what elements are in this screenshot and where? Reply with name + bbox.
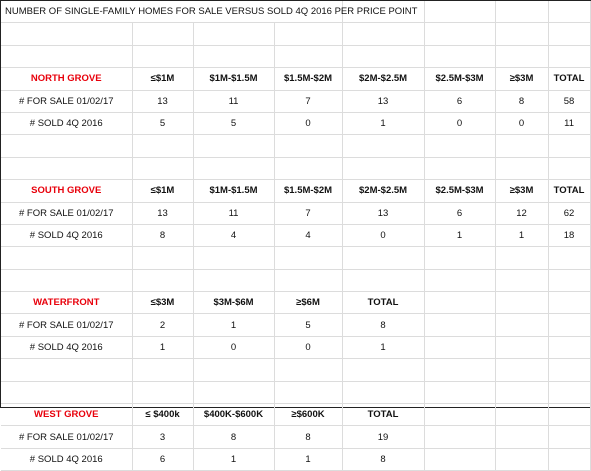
value-cell: 0: [342, 224, 424, 246]
value-cell: 1: [495, 224, 548, 246]
empty-cell: [424, 426, 495, 448]
value-cell: 11: [548, 112, 590, 134]
empty-cell: [548, 45, 590, 67]
empty-cell: [424, 381, 495, 403]
value-cell: 1: [193, 448, 274, 470]
empty-cell: [342, 381, 424, 403]
value-cell: 58: [548, 90, 590, 112]
value-cell: 1: [193, 314, 274, 336]
empty-cell: [548, 359, 590, 381]
empty-cell: [342, 359, 424, 381]
price-range-header: ≤$1M: [132, 68, 193, 90]
empty-cell: [274, 269, 342, 291]
empty-row: [1, 23, 590, 45]
price-range-header: ≥$3M: [495, 180, 548, 202]
value-cell: 1: [132, 336, 193, 358]
value-cell: 5: [193, 112, 274, 134]
row-label: # FOR SALE 01/02/17: [1, 202, 132, 224]
price-range-header: $1.5M-$2M: [274, 180, 342, 202]
value-cell: 1: [342, 112, 424, 134]
empty-cell: [495, 292, 548, 314]
price-range-header: $1M-$1.5M: [193, 180, 274, 202]
empty-cell: [132, 359, 193, 381]
empty-cell: [495, 45, 548, 67]
empty-cell: [274, 157, 342, 179]
empty-cell: [495, 336, 548, 358]
empty-cell: [548, 426, 590, 448]
empty-cell: [1, 23, 132, 45]
section-header-row: [1, 292, 590, 314]
empty-cell: [274, 23, 342, 45]
value-cell: 8: [274, 426, 342, 448]
empty-cell: [548, 157, 590, 179]
table-row: [1, 112, 590, 134]
row-label: # SOLD 4Q 2016: [1, 224, 132, 246]
empty-row: [1, 359, 590, 381]
empty-cell: [495, 247, 548, 269]
price-range-header: ≤$1M: [132, 180, 193, 202]
empty-cell: [1, 359, 132, 381]
value-cell: 8: [193, 426, 274, 448]
value-cell: 4: [193, 224, 274, 246]
value-cell: 8: [342, 314, 424, 336]
empty-row: [1, 381, 590, 403]
empty-cell: [495, 23, 548, 45]
value-cell: 7: [274, 202, 342, 224]
price-range-header: $2M-$2.5M: [342, 180, 424, 202]
empty-cell: [132, 269, 193, 291]
value-cell: 18: [548, 224, 590, 246]
value-cell: 13: [132, 202, 193, 224]
price-range-header: TOTAL: [548, 68, 590, 90]
empty-cell: [495, 426, 548, 448]
table-row: [1, 202, 590, 224]
empty-cell: [495, 404, 548, 426]
value-cell: 0: [274, 336, 342, 358]
empty-cell: [495, 359, 548, 381]
table-row: [1, 314, 590, 336]
value-cell: 0: [193, 336, 274, 358]
title-row: [1, 1, 590, 23]
empty-cell: [193, 23, 274, 45]
value-cell: 3: [132, 426, 193, 448]
value-cell: 0: [495, 112, 548, 134]
section-title: WATERFRONT: [1, 292, 132, 314]
empty-cell: [342, 269, 424, 291]
price-range-header: $2.5M-$3M: [424, 180, 495, 202]
empty-cell: [424, 359, 495, 381]
row-label: # SOLD 4Q 2016: [1, 448, 132, 470]
empty-cell: [424, 448, 495, 470]
value-cell: 11: [193, 90, 274, 112]
empty-cell: [132, 247, 193, 269]
row-label: # SOLD 4Q 2016: [1, 336, 132, 358]
empty-cell: [548, 314, 590, 336]
empty-cell: [1, 45, 132, 67]
empty-cell: [548, 404, 590, 426]
empty-cell: [424, 45, 495, 67]
empty-cell: [132, 45, 193, 67]
empty-cell: [495, 135, 548, 157]
empty-cell: [132, 381, 193, 403]
value-cell: 1: [424, 224, 495, 246]
empty-row: [1, 157, 590, 179]
data-grid: [1, 1, 591, 471]
empty-cell: [495, 1, 548, 23]
empty-cell: [274, 381, 342, 403]
value-cell: 8: [495, 90, 548, 112]
empty-cell: [274, 45, 342, 67]
price-range-header: TOTAL: [342, 404, 424, 426]
table-row: [1, 90, 590, 112]
value-cell: 6: [424, 202, 495, 224]
empty-cell: [548, 135, 590, 157]
value-cell: 19: [342, 426, 424, 448]
empty-cell: [342, 45, 424, 67]
empty-cell: [274, 135, 342, 157]
price-range-header: $1M-$1.5M: [193, 68, 274, 90]
value-cell: 11: [193, 202, 274, 224]
price-range-header: $2.5M-$3M: [424, 68, 495, 90]
empty-cell: [193, 247, 274, 269]
price-range-header: $1.5M-$2M: [274, 68, 342, 90]
value-cell: 1: [274, 448, 342, 470]
section-title: WEST GROVE: [1, 404, 132, 426]
value-cell: 2: [132, 314, 193, 336]
empty-cell: [548, 381, 590, 403]
empty-cell: [424, 23, 495, 45]
empty-cell: [132, 157, 193, 179]
section-header-row: [1, 404, 590, 426]
empty-cell: [424, 404, 495, 426]
empty-cell: [132, 23, 193, 45]
value-cell: 6: [132, 448, 193, 470]
table-row: [1, 426, 590, 448]
empty-row: [1, 247, 590, 269]
empty-cell: [495, 381, 548, 403]
price-range-header: $3M-$6M: [193, 292, 274, 314]
empty-cell: [424, 1, 495, 23]
empty-cell: [424, 157, 495, 179]
table-row: [1, 448, 590, 470]
row-label: # SOLD 4Q 2016: [1, 112, 132, 134]
empty-cell: [342, 135, 424, 157]
empty-cell: [424, 292, 495, 314]
empty-cell: [424, 269, 495, 291]
value-cell: 0: [274, 112, 342, 134]
value-cell: 4: [274, 224, 342, 246]
empty-cell: [548, 23, 590, 45]
table-row: [1, 336, 590, 358]
price-range-header: ≥$3M: [495, 68, 548, 90]
empty-cell: [132, 135, 193, 157]
empty-cell: [193, 157, 274, 179]
value-cell: 6: [424, 90, 495, 112]
row-label: # FOR SALE 01/02/17: [1, 314, 132, 336]
empty-cell: [1, 157, 132, 179]
empty-row: [1, 135, 590, 157]
value-cell: 7: [274, 90, 342, 112]
empty-cell: [495, 448, 548, 470]
empty-cell: [424, 336, 495, 358]
sheet-title: NUMBER OF SINGLE-FAMILY HOMES FOR SALE VERSUS SOLD 4Q 2016 PER PRICE POINT: [1, 1, 342, 23]
section-title: SOUTH GROVE: [1, 180, 132, 202]
empty-cell: [1, 247, 132, 269]
empty-cell: [548, 1, 590, 23]
value-cell: 8: [132, 224, 193, 246]
empty-cell: [193, 381, 274, 403]
empty-cell: [424, 314, 495, 336]
empty-cell: [424, 247, 495, 269]
empty-cell: [342, 157, 424, 179]
empty-cell: [548, 269, 590, 291]
value-cell: 5: [132, 112, 193, 134]
value-cell: 5: [274, 314, 342, 336]
empty-cell: [495, 157, 548, 179]
value-cell: 1: [342, 336, 424, 358]
row-label: # FOR SALE 01/02/17: [1, 90, 132, 112]
empty-cell: [548, 247, 590, 269]
section-header-row: [1, 180, 590, 202]
price-range-header: ≤$3M: [132, 292, 193, 314]
price-range-header: TOTAL: [342, 292, 424, 314]
value-cell: 8: [342, 448, 424, 470]
value-cell: 13: [342, 202, 424, 224]
row-label: # FOR SALE 01/02/17: [1, 426, 132, 448]
empty-cell: [1, 135, 132, 157]
empty-cell: [342, 23, 424, 45]
empty-cell: [548, 448, 590, 470]
empty-cell: [274, 247, 342, 269]
empty-cell: [193, 135, 274, 157]
price-range-header: ≥$600K: [274, 404, 342, 426]
table-row: [1, 224, 590, 246]
value-cell: 62: [548, 202, 590, 224]
empty-cell: [548, 336, 590, 358]
empty-cell: [274, 359, 342, 381]
empty-cell: [1, 269, 132, 291]
empty-cell: [193, 359, 274, 381]
empty-cell: [193, 269, 274, 291]
empty-row: [1, 269, 590, 291]
empty-cell: [495, 314, 548, 336]
price-range-header: TOTAL: [548, 180, 590, 202]
empty-cell: [342, 247, 424, 269]
empty-cell: [1, 381, 132, 403]
price-range-header: $2M-$2.5M: [342, 68, 424, 90]
section-title: NORTH GROVE: [1, 68, 132, 90]
empty-cell: [495, 269, 548, 291]
section-header-row: [1, 68, 590, 90]
empty-cell: [424, 135, 495, 157]
empty-cell: [193, 45, 274, 67]
empty-row: [1, 45, 590, 67]
price-range-header: ≥$6M: [274, 292, 342, 314]
value-cell: 13: [342, 90, 424, 112]
price-range-header: ≤ $400k: [132, 404, 193, 426]
value-cell: 0: [424, 112, 495, 134]
value-cell: 13: [132, 90, 193, 112]
empty-cell: [548, 292, 590, 314]
value-cell: 12: [495, 202, 548, 224]
price-range-header: $400K-$600K: [193, 404, 274, 426]
